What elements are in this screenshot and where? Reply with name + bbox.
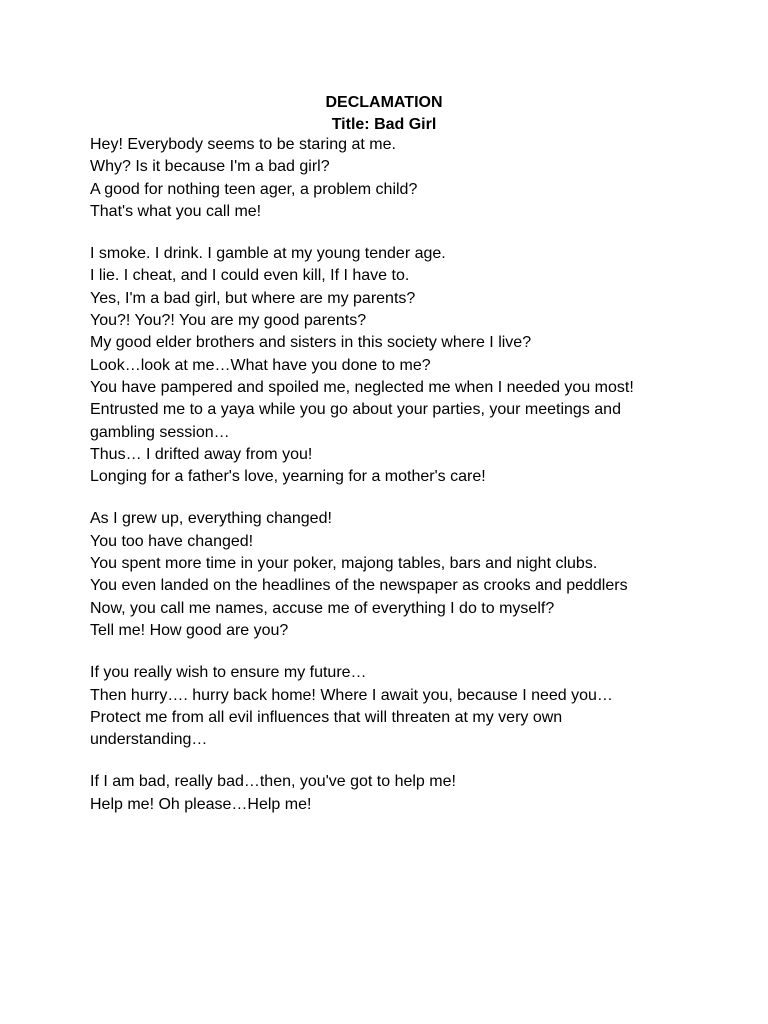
stanza-2 xyxy=(90,243,650,488)
stanza-3 xyxy=(90,508,650,642)
poem-line: Protect me from all evil influences that will threaten at my very own understanding… xyxy=(90,708,563,749)
stanza-4 xyxy=(90,662,650,751)
poem-line: If I am bad, really bad…then, you've got to help me! xyxy=(90,773,456,791)
poem-line: You too have changed! xyxy=(90,532,254,550)
poem-line: Tell me! How good are you? xyxy=(90,621,289,639)
poem-line: As I grew up, everything changed! xyxy=(90,510,332,528)
poem-line: Now, you call me names, accuse me of everything I do to myself? xyxy=(90,599,555,617)
document-heading: DECLAMATION xyxy=(325,94,443,111)
poem-line: That's what you call me! xyxy=(90,202,262,220)
poem-line: Hey! Everybody seems to be staring at me. xyxy=(90,136,396,153)
poem-line: Then hurry…. hurry back home! Where I await you, because I need you… xyxy=(90,686,613,704)
poem-line: A good for nothing teen ager, a problem child? xyxy=(90,180,418,198)
poem-line: You spent more time in your poker, majong tables, bars and night clubs. xyxy=(90,555,598,573)
poem-line: Look…look at me…What have you done to me? xyxy=(90,356,431,374)
poem-line: Yes, I'm a bad girl, but where are my parents? xyxy=(90,289,416,307)
stanza-5 xyxy=(90,771,650,816)
poem-line: If you really wish to ensure my future… xyxy=(90,664,367,682)
poem-line: Why? Is it because I'm a bad girl? xyxy=(90,158,330,176)
poem-line: My good elder brothers and sisters in this society where I live? xyxy=(90,334,532,352)
poem-line: You?! You?! You are my good parents? xyxy=(90,312,367,330)
poem-line: Entrusted me to a yaya while you go about your parties, your meetings and gambling session… xyxy=(90,401,621,441)
poem-body xyxy=(90,134,650,836)
document-subtitle: Title: Bad Girl xyxy=(331,116,437,133)
poem-line: Thus… I drifted away from you! xyxy=(90,445,313,463)
poem-line: I smoke. I drink. I gamble at my young tender age. xyxy=(90,245,446,263)
poem-line: Longing for a father's love, yearning for a mother's care! xyxy=(90,468,486,486)
poem-line: You even landed on the headlines of the newspaper as crooks and peddlers xyxy=(90,577,628,595)
stanza-1 xyxy=(90,134,650,223)
poem-line: I lie. I cheat, and I could even kill, If I have to. xyxy=(90,267,410,285)
poem-line: Help me! Oh please…Help me! xyxy=(90,795,312,813)
poem-line: You have pampered and spoiled me, neglected me when I needed you most! xyxy=(90,378,634,396)
